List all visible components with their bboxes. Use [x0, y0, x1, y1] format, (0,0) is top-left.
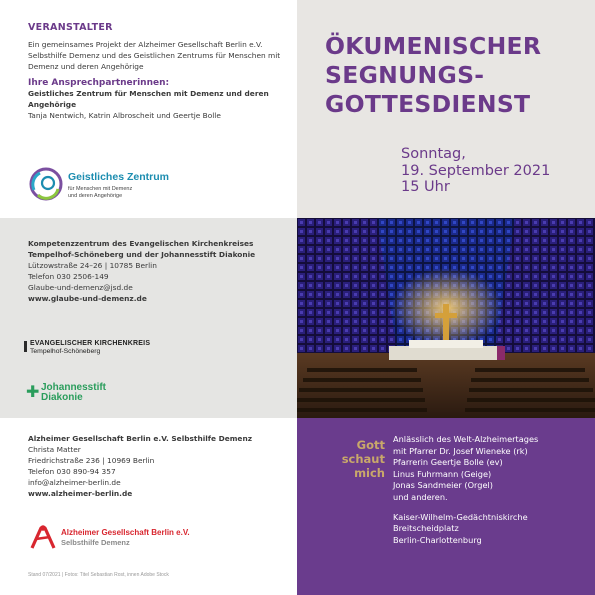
ring-logo-icon [28, 165, 64, 203]
info-gap [393, 504, 593, 512]
info-line3: Pfarrerin Geertje Bolle (ev) [393, 457, 503, 468]
organizer-heading: VERANSTALTER [28, 22, 113, 33]
church-photo [297, 218, 595, 418]
kompetenz-phone: Telefon 030 2506-149 [28, 272, 109, 281]
event-title-line2: SEGNUNGS- [325, 61, 485, 89]
info-line2: mit Pfarrer Dr. Josef Wieneke (rk) [393, 445, 528, 456]
alzheimer-phone: Telefon 030 890-94 357 [28, 467, 116, 476]
ekk-logo-line2: Tempelhof-Schöneberg [30, 348, 101, 355]
event-title-line3: GOTTESDIENST [325, 90, 531, 118]
motto-line3: mich [354, 466, 385, 480]
event-date-value: 19. September 2021 [401, 162, 551, 179]
alzheimer-section [28, 433, 290, 499]
organizer-section [28, 22, 290, 121]
alzheimer-web: www.alzheimer-berlin.de [28, 489, 133, 498]
kompetenz-title-2: Tempelhof-Schöneberg und der Johannesstift Diakonie [28, 250, 256, 259]
gz-logo-tagline [68, 186, 132, 200]
figure-logo-icon [28, 524, 58, 550]
gz-logo-name: Geistliches Zentrum [68, 171, 169, 183]
jsd-logo-line2: Diakonie [41, 392, 83, 403]
motto-line2: schaut [341, 452, 385, 466]
title-block [297, 0, 595, 218]
alzheimer-email: info@alzheimer-berlin.de [28, 478, 121, 487]
ekk-logo-line1: EVANGELISCHER KIRCHENKREIS [30, 340, 151, 347]
church-interior-image [297, 218, 595, 418]
event-time: 15 Uhr [401, 179, 450, 195]
alzheimer-person: Christa Matter [28, 445, 81, 454]
contacts-names: Tanja Nentwich, Katrin Albroscheit und Geertje Bolle [28, 111, 221, 120]
event-date [401, 146, 550, 196]
alzheimer-logo [28, 524, 248, 550]
alzheimer-address: Friedrichstraße 236 | 10969 Berlin [28, 456, 155, 465]
motto-line1: Gott [356, 438, 385, 452]
contacts-heading: Ihre Ansprechpartnerinnen: [28, 78, 170, 88]
alzheimer-title: Alzheimer Gesellschaft Berlin e.V. Selbsthilfe Demenz [28, 434, 253, 443]
kompetenz-email: Glaube-und-demenz@jsd.de [28, 283, 133, 292]
alz-logo-line1: Alzheimer Gesellschaft Berlin e.V. [61, 528, 190, 537]
geistliches-zentrum-logo [28, 165, 228, 207]
plus-icon: ✚ [26, 382, 40, 401]
kompetenz-web: www.glaube-und-demenz.de [28, 294, 147, 303]
info-line6: und anderen. [393, 491, 448, 502]
event-title-line1: ÖKUMENISCHER [325, 32, 542, 60]
venue-line1: Kaiser-Wilhelm-Gedächtniskirche [393, 511, 528, 522]
left-column [0, 0, 297, 595]
right-column [297, 0, 595, 595]
jsd-logo [24, 380, 224, 406]
contacts-org: Geistliches Zentrum für Menschen mit Demenz und deren Angehörige [28, 89, 269, 109]
info-line1: Anlässlich des Welt-Alzheimertages [393, 434, 539, 444]
event-day: Sonntag, [401, 146, 466, 162]
info-line4: Linus Fuhrmann (Geige) [393, 468, 492, 479]
cross-bar-icon [24, 341, 27, 352]
motto [325, 438, 385, 480]
alz-logo-line2: Selbsthilfe Demenz [61, 538, 130, 547]
gz-tagline-1: für Menschen mit Demenz [68, 186, 133, 192]
info-text [393, 434, 593, 546]
jsd-logo-line1: Johannesstift [41, 382, 107, 393]
kompetenz-title-1: Kompetenzzentrum des Evangelischen Kirchenkreises [28, 239, 254, 248]
gz-tagline-2: und deren Angehörige [68, 193, 123, 199]
kompetenz-section [28, 238, 290, 304]
kompetenz-address: Lützowstraße 24–26 | 10785 Berlin [28, 261, 157, 270]
info-line5: Jonas Sandmeier (Orgel) [393, 480, 493, 491]
ekk-logo [24, 336, 224, 358]
credits: Stand 07/2021 | Fotos: Titel Sebastian Rost, innen Adobe Stock [28, 572, 169, 578]
organizer-description: Ein gemeinsames Projekt der Alzheimer Gesellschaft Berlin e.V. Selbsthilfe Demenz und des Geistlichen Zentrums für Menschen mit Demenz und deren Angehörige [28, 40, 281, 71]
event-title [325, 32, 585, 119]
info-panel [297, 418, 595, 595]
venue-line3: Berlin-Charlottenburg [393, 534, 482, 545]
venue-line2: Breitscheidplatz [393, 523, 459, 534]
